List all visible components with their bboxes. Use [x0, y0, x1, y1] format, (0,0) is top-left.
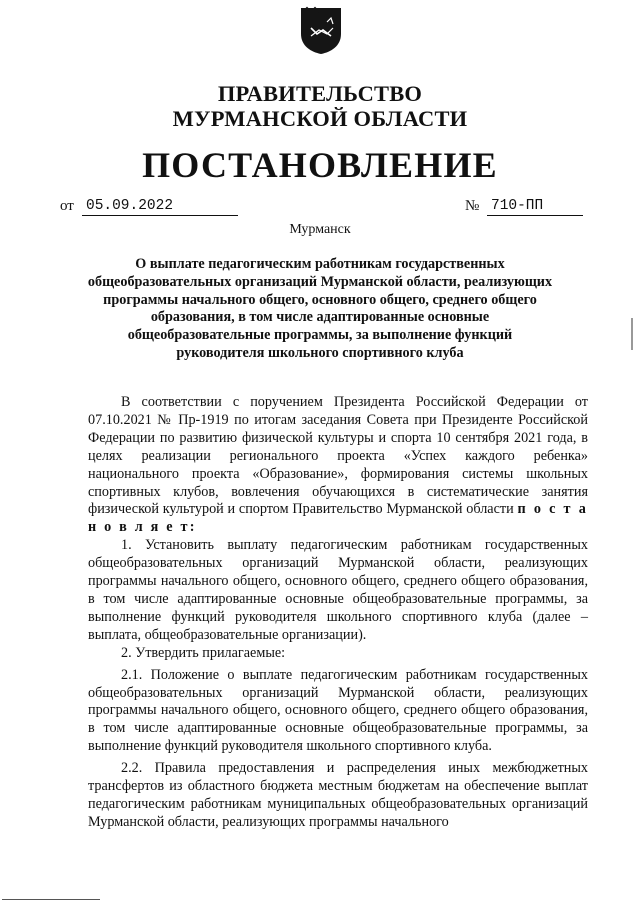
subject-line: программы начального общего, основного общего, среднего общего [103, 291, 537, 308]
document-subject [80, 256, 560, 363]
city-name: Мурманск [289, 222, 351, 237]
footer-rule [2, 899, 100, 900]
scan-margin-mark [631, 318, 633, 350]
paragraph-2-1: 2.1. Положение о выплате педагогическим работникам государственных общеобразовательных организаций Мурманской области, реализующих программы начального общего, основного общего, среднего общего образования, в том числе адаптированные основные общеобразовательные программы, за выполнение функций руководителя школьного спортивного клуба. [88, 666, 588, 755]
paragraph-2: 2. Утвердить прилагаемые: [121, 644, 286, 661]
coat-of-arms-icon [297, 4, 345, 56]
resolves-word: п о с т а н о в л я е т: [88, 501, 588, 536]
subject-line: общеобразовательных организаций Мурманской области, реализующих [87, 273, 553, 290]
document-type: ПОСТАНОВЛЕНИЕ [142, 145, 498, 185]
date-prefix: от [60, 198, 74, 214]
document-date: 05.09.2022 [82, 198, 238, 216]
intro-text: В соответствии с поручением Президента Российской Федерации от 07.10.2021 № Пр-1919 по итогам заседания Совета при Президенте Российской Федерации по развитию физической культуры и спорта 10 сентября 2021 года, в целях реализации регионального проекта «Успех каждого ребенка» национального проекта «Образование», формирования системы школьных спортивных клубов, вовлечения обучающихся в систематические занятия физической культурой и спортом Правительство Мурманской области [88, 394, 588, 518]
number-prefix: № [465, 198, 480, 214]
subject-line: О выплате педагогическим работникам государственных [135, 256, 505, 272]
org-line-1: ПРАВИТЕЛЬСТВО [217, 81, 423, 106]
subject-line: образования, в том числе адаптированные основные [150, 309, 490, 326]
document-number: 710-ПП [487, 198, 583, 216]
org-line-2: МУРМАНСКОЙ ОБЛАСТИ [172, 106, 468, 131]
subject-line: общеобразовательные программы, за выполнение функций [127, 327, 513, 344]
paragraph-1: 1. Установить выплату педагогическим работникам государственных общеобразовательных организаций Мурманской области, реализующих программы начального общего, основного общего, среднего общего образования, в том числе адаптированные основные общеобразовательные программы, за выполнение функций руководителя школьного спортивного клуба (далее – выплата, общеобразовательные организации). [88, 537, 588, 643]
subject-line: руководителя школьного спортивного клуба [176, 344, 464, 361]
document-body [88, 394, 588, 832]
government-title [0, 81, 640, 131]
intro-paragraph [88, 394, 588, 537]
paragraph-2-2: 2.2. Правила предоставления и распределения иных межбюджетных трансфертов из областного бюджета местным бюджетам на обеспечение выплат педагогическим работникам муниципальных общеобразовательных организаций Мурманской области, реализующих программы начального [88, 760, 588, 830]
date-number-row [60, 198, 580, 218]
